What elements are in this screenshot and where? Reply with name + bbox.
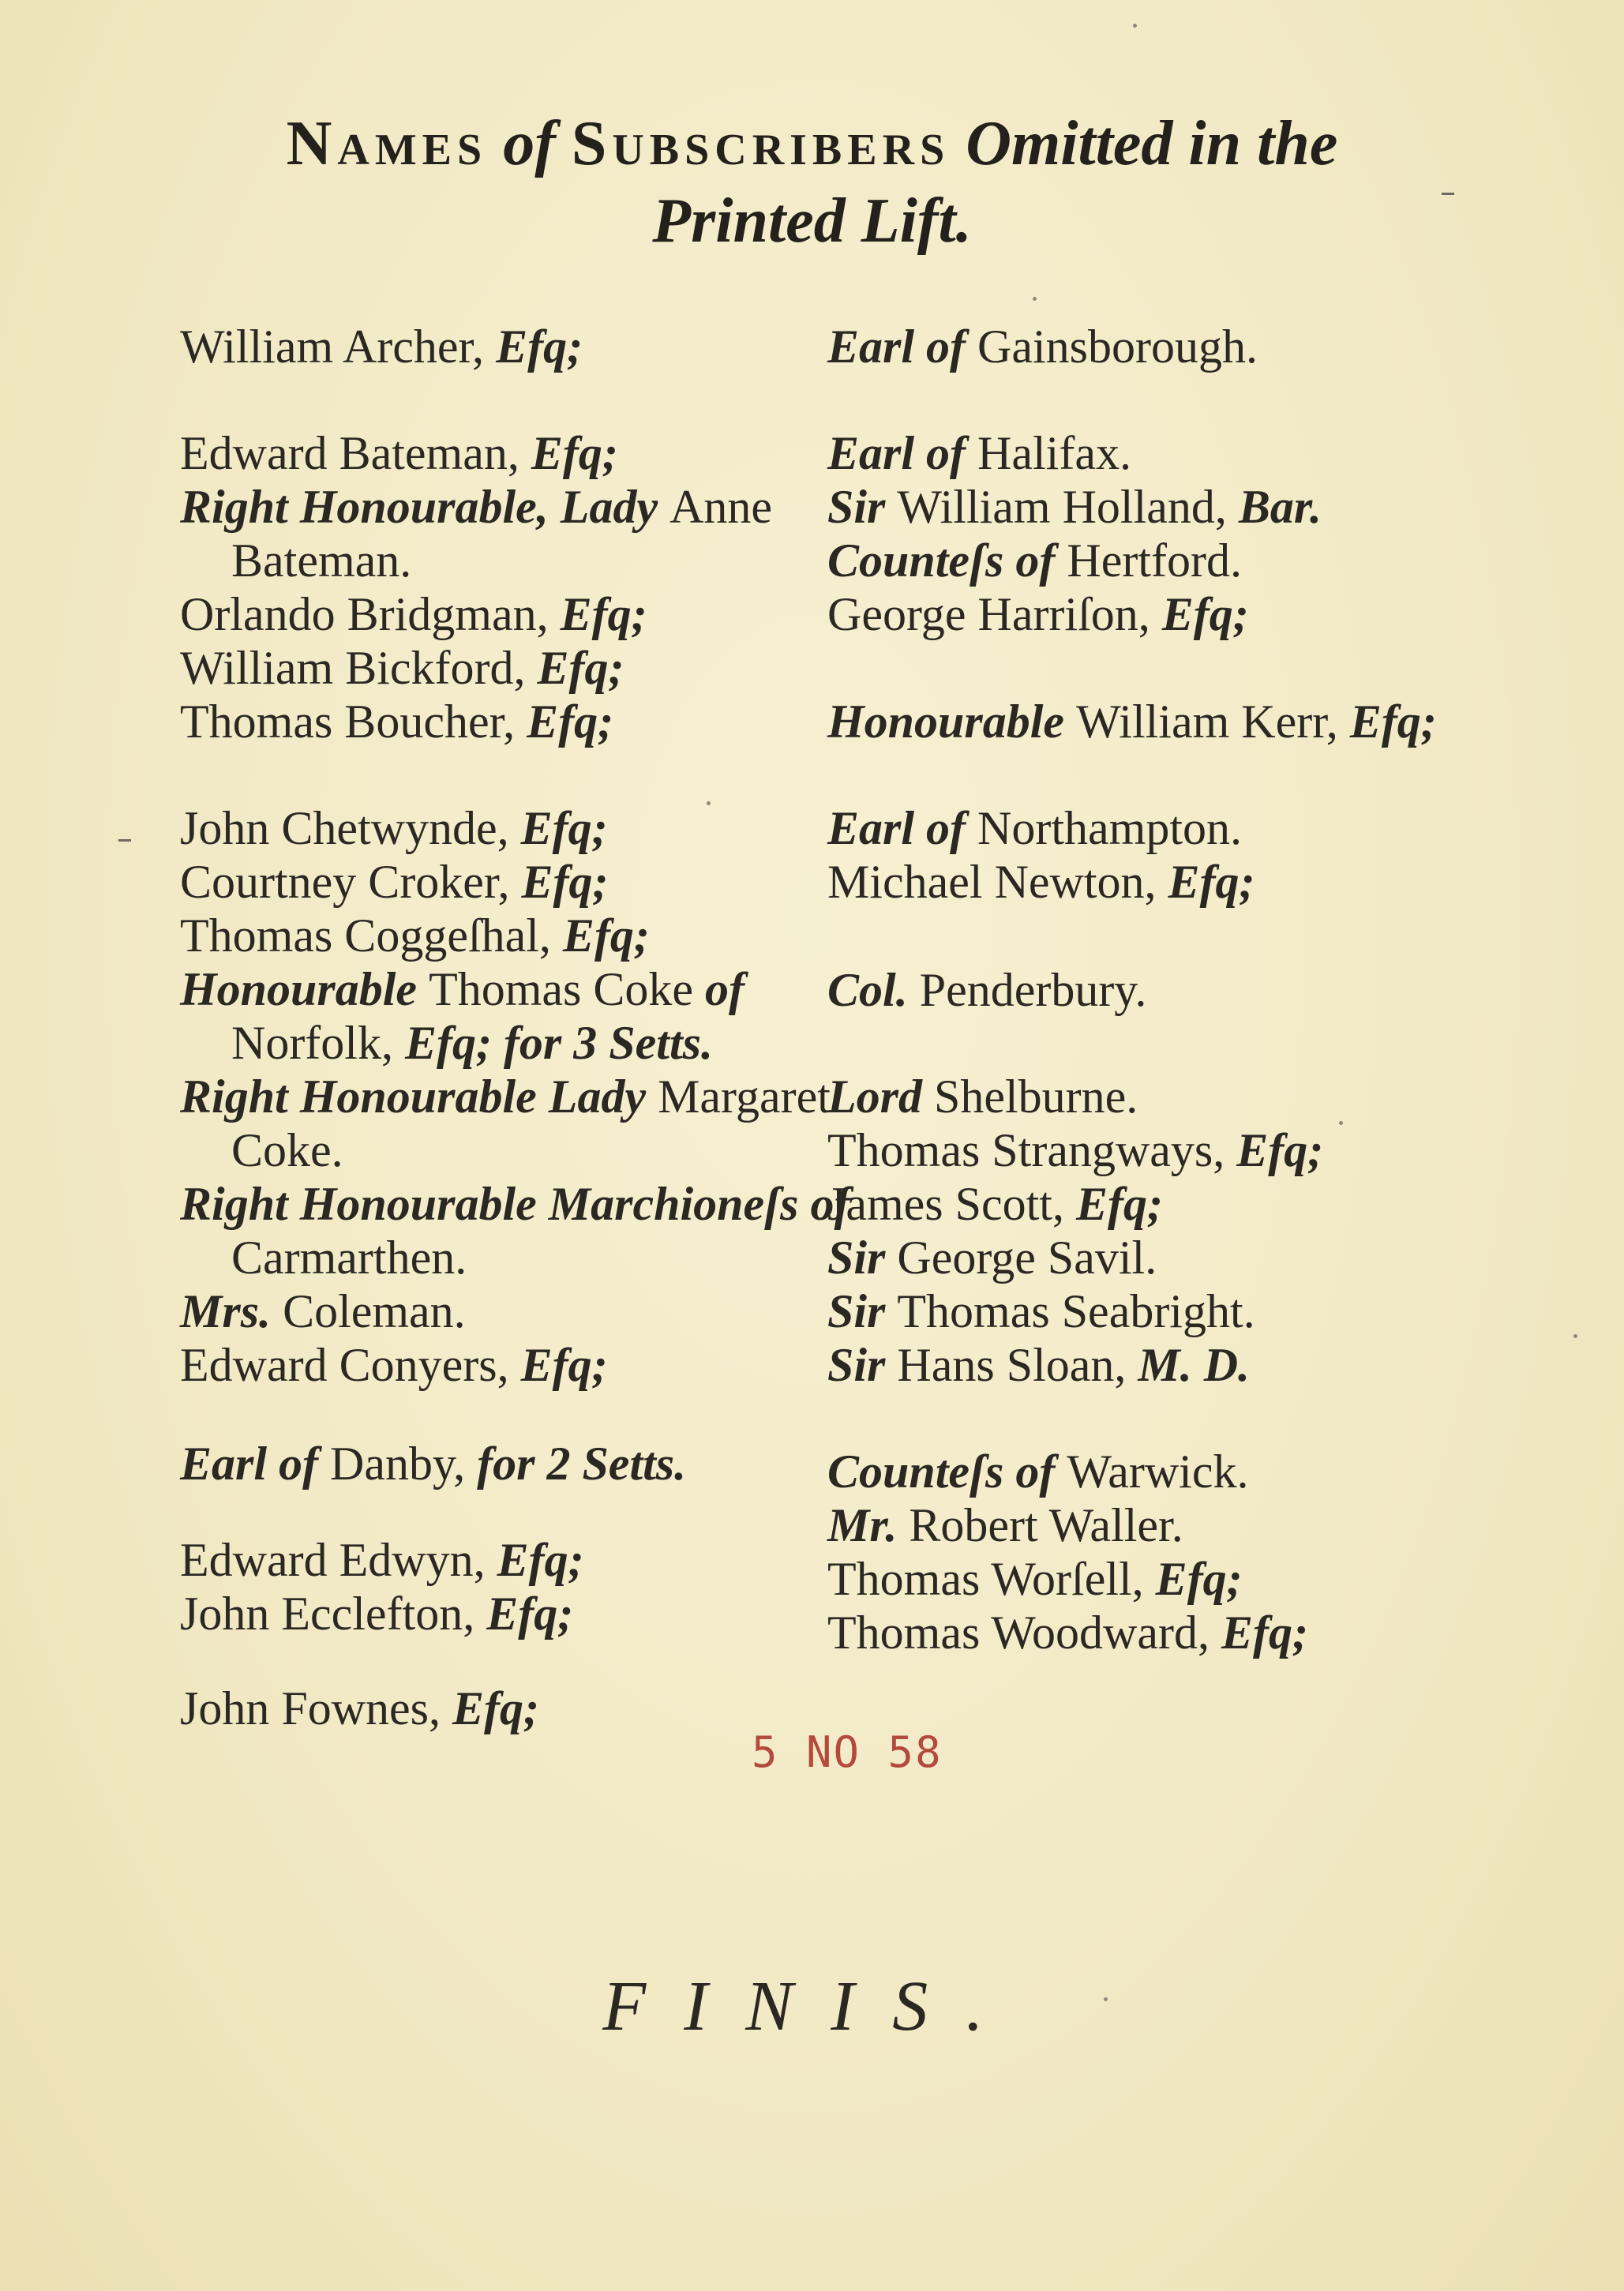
entry-suffix-italic: Efq; for 3 Setts. [404,1017,713,1069]
entry-name: Hertford. [1067,534,1242,587]
entry-title-italic: Right Honourable Lady [180,1071,658,1123]
entry-name: Thomas Coke [429,963,706,1015]
entry-name: Edward Bateman, [180,427,531,479]
entry-name: John Ecclefton, [180,1588,487,1640]
entry-name: Penderbury. [919,964,1147,1016]
entry-name: Carmarthen. [231,1232,467,1284]
entry-suffix-italic: of [705,963,744,1015]
title-subscribers: Subscribers [571,109,951,178]
title-names: Names [286,109,488,178]
subscriber-entry [180,1533,584,1587]
subscriber-entry [827,801,1242,855]
entry-name: Thomas Strangways, [827,1124,1237,1176]
entry-title-italic: Col. [827,964,920,1016]
entry-name: Edward Conyers, [180,1339,521,1391]
subscriber-entry [827,587,1249,641]
entry-name: Gainsborough. [977,321,1258,373]
entry-name: Bateman. [231,534,412,587]
entry-title-italic: Earl of [827,321,978,373]
entry-title-italic: Sir [827,1232,898,1284]
entry-name: John Fownes, [180,1682,453,1734]
entry-suffix-italic: Efq; [537,642,624,694]
subscriber-entry [827,534,1242,587]
margin-mark [1442,193,1454,195]
page-title-line-2 [0,182,1624,261]
title-printed-list: Printed Lift. [652,186,972,256]
subscriber-entry [180,320,583,373]
subscriber-entry [180,1338,608,1392]
subscriber-entry [180,695,613,748]
entry-name: Edward Edwyn, [180,1534,497,1586]
subscriber-entry [231,1231,467,1284]
subscriber-entry [827,1284,1255,1338]
entry-name: Hans Sloan, [897,1339,1138,1391]
subscriber-entry [827,480,1322,534]
entry-name: William Kerr, [1076,696,1350,748]
entry-name: William Bickford, [180,642,538,694]
entry-name: Warwick. [1067,1445,1249,1498]
entry-suffix-italic: Efq; [497,1534,584,1586]
entry-title-italic: Earl of [827,802,978,854]
entry-suffix-italic: Efq; [496,321,583,373]
entry-title-italic: Counteſs of [827,1445,1067,1498]
entry-suffix-italic: Efq; [486,1588,574,1640]
entry-name: Thomas Boucher, [180,696,527,748]
entry-name: Halifax. [977,427,1131,479]
subscriber-entry [827,320,1258,373]
entry-name: Anne [669,481,773,533]
subscriber-entry [827,1231,1157,1284]
entry-name: Thomas Coggeſhal, [180,909,563,962]
paper-speck [1033,297,1037,301]
entry-name: Michael Newton, [827,856,1168,908]
entry-suffix-italic: for 2 Setts. [477,1438,687,1490]
subscriber-entry [180,1682,539,1735]
entry-suffix-italic: Efq; [1221,1607,1308,1659]
entry-suffix-italic: Efq; [521,856,609,908]
entry-suffix-italic: Efq; [1349,696,1437,748]
entry-name: Thomas Woodward, [827,1607,1221,1659]
entry-title-italic: Sir [827,1339,898,1391]
subscriber-entry [180,1177,850,1231]
entry-name: John Chetwynde, [180,802,521,854]
subscriber-entry [827,1552,1243,1606]
subscriber-entry [827,1498,1183,1552]
subscriber-entry [180,641,624,695]
subscriber-entry [231,1123,343,1177]
subscriber-entry [180,587,647,641]
entry-name: George Harriſon, [827,588,1162,640]
entry-name: Northampton. [977,802,1242,854]
paper-speck [1573,1334,1577,1338]
entry-suffix-italic: Efq; [560,588,647,640]
entry-suffix-italic: Efq; [452,1682,540,1734]
entry-title-italic: Earl of [180,1438,331,1490]
subscriber-entry [180,480,772,534]
subscriber-entry [180,1587,573,1640]
subscriber-entry [180,1437,686,1490]
paper-speck [707,801,711,805]
entry-name: Shelburne. [934,1071,1138,1123]
entry-suffix-italic: Efq; [1236,1124,1324,1176]
subscriber-entry [827,855,1255,909]
entry-suffix-italic: Efq; [520,1339,608,1391]
entry-title-italic: Counteſs of [827,534,1067,587]
library-stamp: 5 NO 58 [752,1727,943,1777]
subscriber-entry [180,1070,831,1123]
subscriber-entry [180,426,618,480]
entry-name: Orlando Bridgman, [180,588,561,640]
entry-name: George Savil. [897,1232,1157,1284]
entry-suffix-italic: Efq; [531,427,618,479]
subscriber-entry [231,534,411,587]
entry-suffix-italic: Efq; [1168,856,1255,908]
entry-title-italic: Honourable [827,696,1077,748]
entry-title-italic: Sir [827,481,898,533]
entry-name: William Archer, [180,321,497,373]
subscriber-entry [180,962,744,1016]
entry-name: Coke. [231,1124,343,1176]
subscriber-entry [827,1070,1138,1123]
title-of: of [503,109,556,178]
entry-title-italic: Right Honourable Marchioneſs of [180,1178,850,1230]
entry-name: Danby, [330,1438,478,1490]
subscriber-entry [827,426,1131,480]
entry-suffix-italic: Bar. [1238,481,1322,533]
subscriber-entry [827,1123,1323,1177]
finis: FINIS. [602,1967,1022,2045]
paper-speck [1339,1121,1343,1125]
entry-name: Coleman. [283,1285,466,1337]
entry-name: Norfolk, [231,1017,405,1069]
margin-mark [118,839,131,842]
entry-title-italic: Lord [827,1071,934,1123]
subscriber-entry [827,695,1437,748]
entry-name: Thomas Seabright. [897,1285,1255,1337]
entry-suffix-italic: Efq; [562,909,650,962]
entry-title-italic: Earl of [827,427,978,479]
entry-name: Thomas Worſell, [827,1553,1156,1605]
entry-name: James Scott, [827,1178,1076,1230]
entry-title-italic: Right Honourable, Lady [180,481,670,533]
entry-title-italic: Mr. [827,1499,910,1551]
entry-suffix-italic: Efq; [520,802,608,854]
subscriber-entry [180,801,608,855]
entry-title-italic: Honourable [180,963,429,1015]
entry-name: Courtney Croker, [180,856,522,908]
subscriber-entry [827,1606,1308,1659]
page-title [0,104,1624,183]
subscriber-entry [231,1016,713,1070]
entry-suffix-italic: Efq; [527,696,614,748]
entry-name: Robert Waller. [909,1499,1183,1551]
entry-title-italic: Mrs. [180,1285,283,1337]
entry-name: Margaret [658,1071,831,1123]
entry-name: William Holland, [897,481,1239,533]
entry-title-italic: Sir [827,1285,898,1337]
entry-suffix-italic: Efq; [1075,1178,1163,1230]
subscriber-entry [827,1338,1250,1392]
entry-suffix-italic: M. D. [1138,1339,1251,1391]
subscriber-entry [827,1177,1163,1231]
subscriber-entry [827,1445,1248,1498]
subscriber-entry [180,1284,466,1338]
paper-speck [1133,24,1137,28]
subscriber-entry [827,963,1146,1017]
subscriber-entry [180,909,650,962]
entry-suffix-italic: Efq; [1155,1553,1243,1605]
title-omitted: Omitted in the [966,109,1338,178]
entry-suffix-italic: Efq; [1161,588,1249,640]
paper-speck [1104,1997,1108,2001]
subscriber-entry [180,855,609,909]
